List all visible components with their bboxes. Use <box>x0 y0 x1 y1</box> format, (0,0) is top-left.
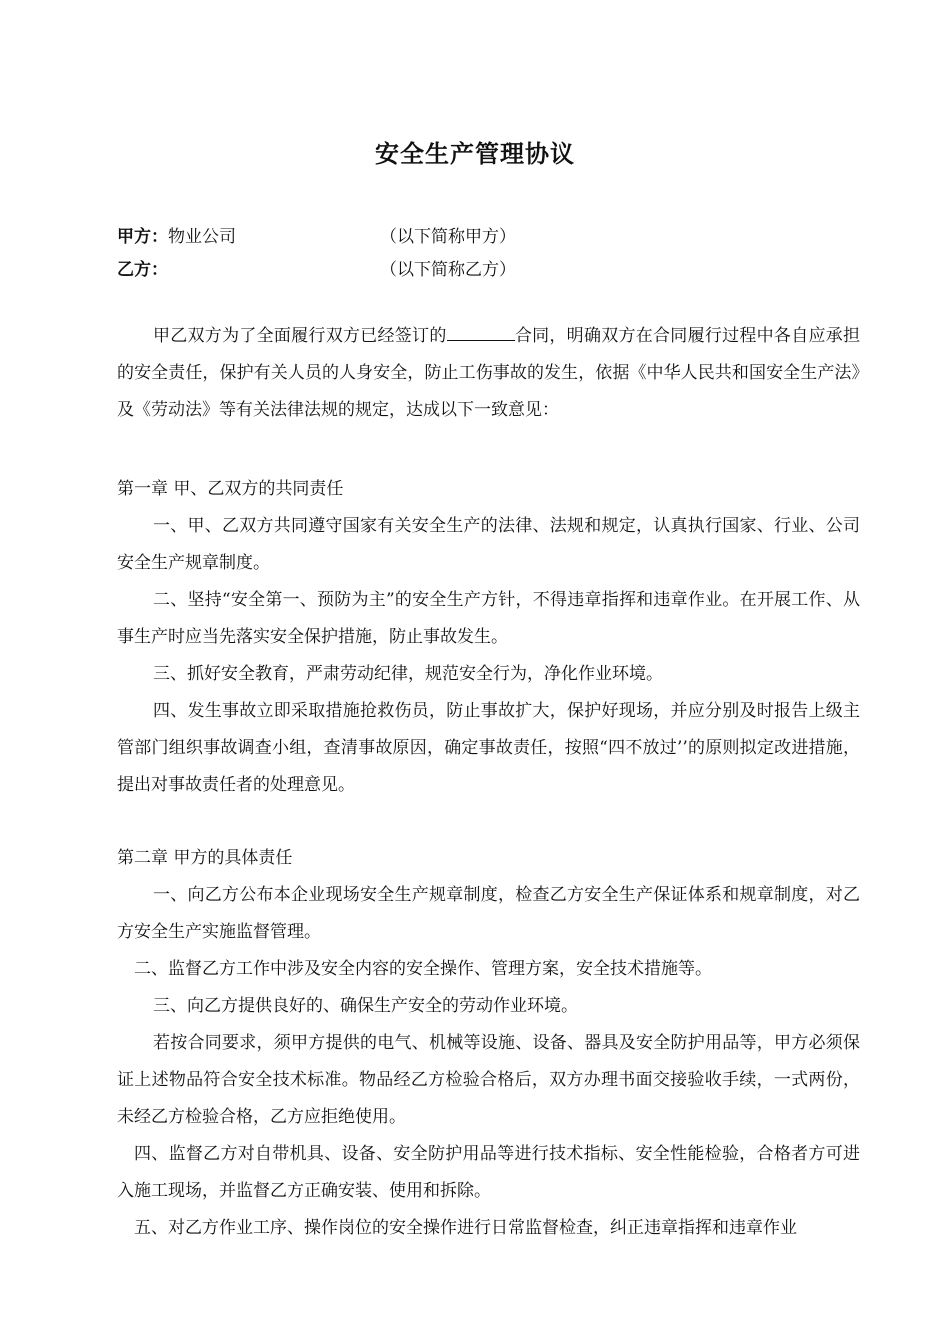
party-b-row <box>117 254 857 287</box>
chapter2-item-3-detail: 若按合同要求，须甲方提供的电气、机械等设施、设备、器具及安全防护用品等，甲方必须保证上述物品符合安全技术标准。物品经乙方检验合格后，双方办理书面交接验收手续，一式两份，未经乙方检验合格，乙方应拒绝使用。 <box>117 1033 860 1127</box>
party-b-note: （以下简称乙方） <box>380 260 516 280</box>
chapter2-item-3: 三、向乙方提供良好的、确保生产安全的劳动作业环境。 <box>153 996 578 1016</box>
intro-after-blank: 合同，明确双方在合同履行过程中各自应承担的安全责任，保护有关人员的人身安全，防止工伤事故的发生，依据《中华人民共和国安全生产法》及《劳动法》等有关法律法规的规定，达成以下一致意见： <box>117 326 860 420</box>
contract-name-blank <box>447 326 515 341</box>
document-body <box>117 318 860 1247</box>
chapter1-heading: 第一章 甲、乙双方的共同责任 <box>117 479 344 499</box>
party-a-label: 甲方： <box>117 227 168 247</box>
parties-block <box>117 221 857 287</box>
chapter1-item-4: 四、发生事故立即采取措施抢救伤员，防止事故扩大，保护好现场，并应分别及时报告上级主管部门组织事故调查小组，查清事故原因，确定事故责任，按照“四不放过’’的原则拟定改进措施，提出对事故责任者的处理意见。 <box>117 701 860 795</box>
chapter2-item-2: 二、监督乙方工作中涉及安全内容的安全操作、管理方案，安全技术措施等。 <box>134 959 712 979</box>
chapter2-item-5: 五、对乙方作业工序、操作岗位的安全操作进行日常监督检查，纠正违章指挥和违章作业 <box>134 1218 797 1238</box>
chapter1-item-1: 一、甲、乙双方共同遵守国家有关安全生产的法律、法规和规定，认真执行国家、行业、公司安全生产规章制度。 <box>117 516 860 573</box>
party-a-value: 物业公司 <box>168 227 236 247</box>
chapter2-item-4: 四、监督乙方对自带机具、设备、安全防护用品等进行技术指标、安全性能检验，合格者方可进入施工现场，并监督乙方正确安装、使用和拆除。 <box>117 1144 860 1201</box>
party-a-row <box>117 221 857 254</box>
chapter2-heading: 第二章 甲方的具体责任 <box>117 848 293 868</box>
party-a-note: （以下简称甲方） <box>380 227 516 247</box>
chapter1-item-3: 三、抓好安全教育，严肃劳动纪律，规范安全行为，净化作业环境。 <box>153 664 663 684</box>
intro-paragraph <box>117 318 860 429</box>
chapter2-item-1: 一、向乙方公布本企业现场安全生产规章制度，检查乙方安全生产保证体系和规章制度，对乙方安全生产实施监督管理。 <box>117 885 860 942</box>
intro-before-blank: 甲乙双方为了全面履行双方已经签订的 <box>153 326 447 346</box>
document-title: 安全生产管理协议 <box>375 139 575 168</box>
chapter1-item-2: 二、坚持“安全第一、预防为主”的安全生产方针，不得违章指挥和违章作业。在开展工作、从事生产时应当先落实安全保护措施，防止事故发生。 <box>117 590 860 647</box>
party-b-label: 乙方： <box>117 260 168 280</box>
